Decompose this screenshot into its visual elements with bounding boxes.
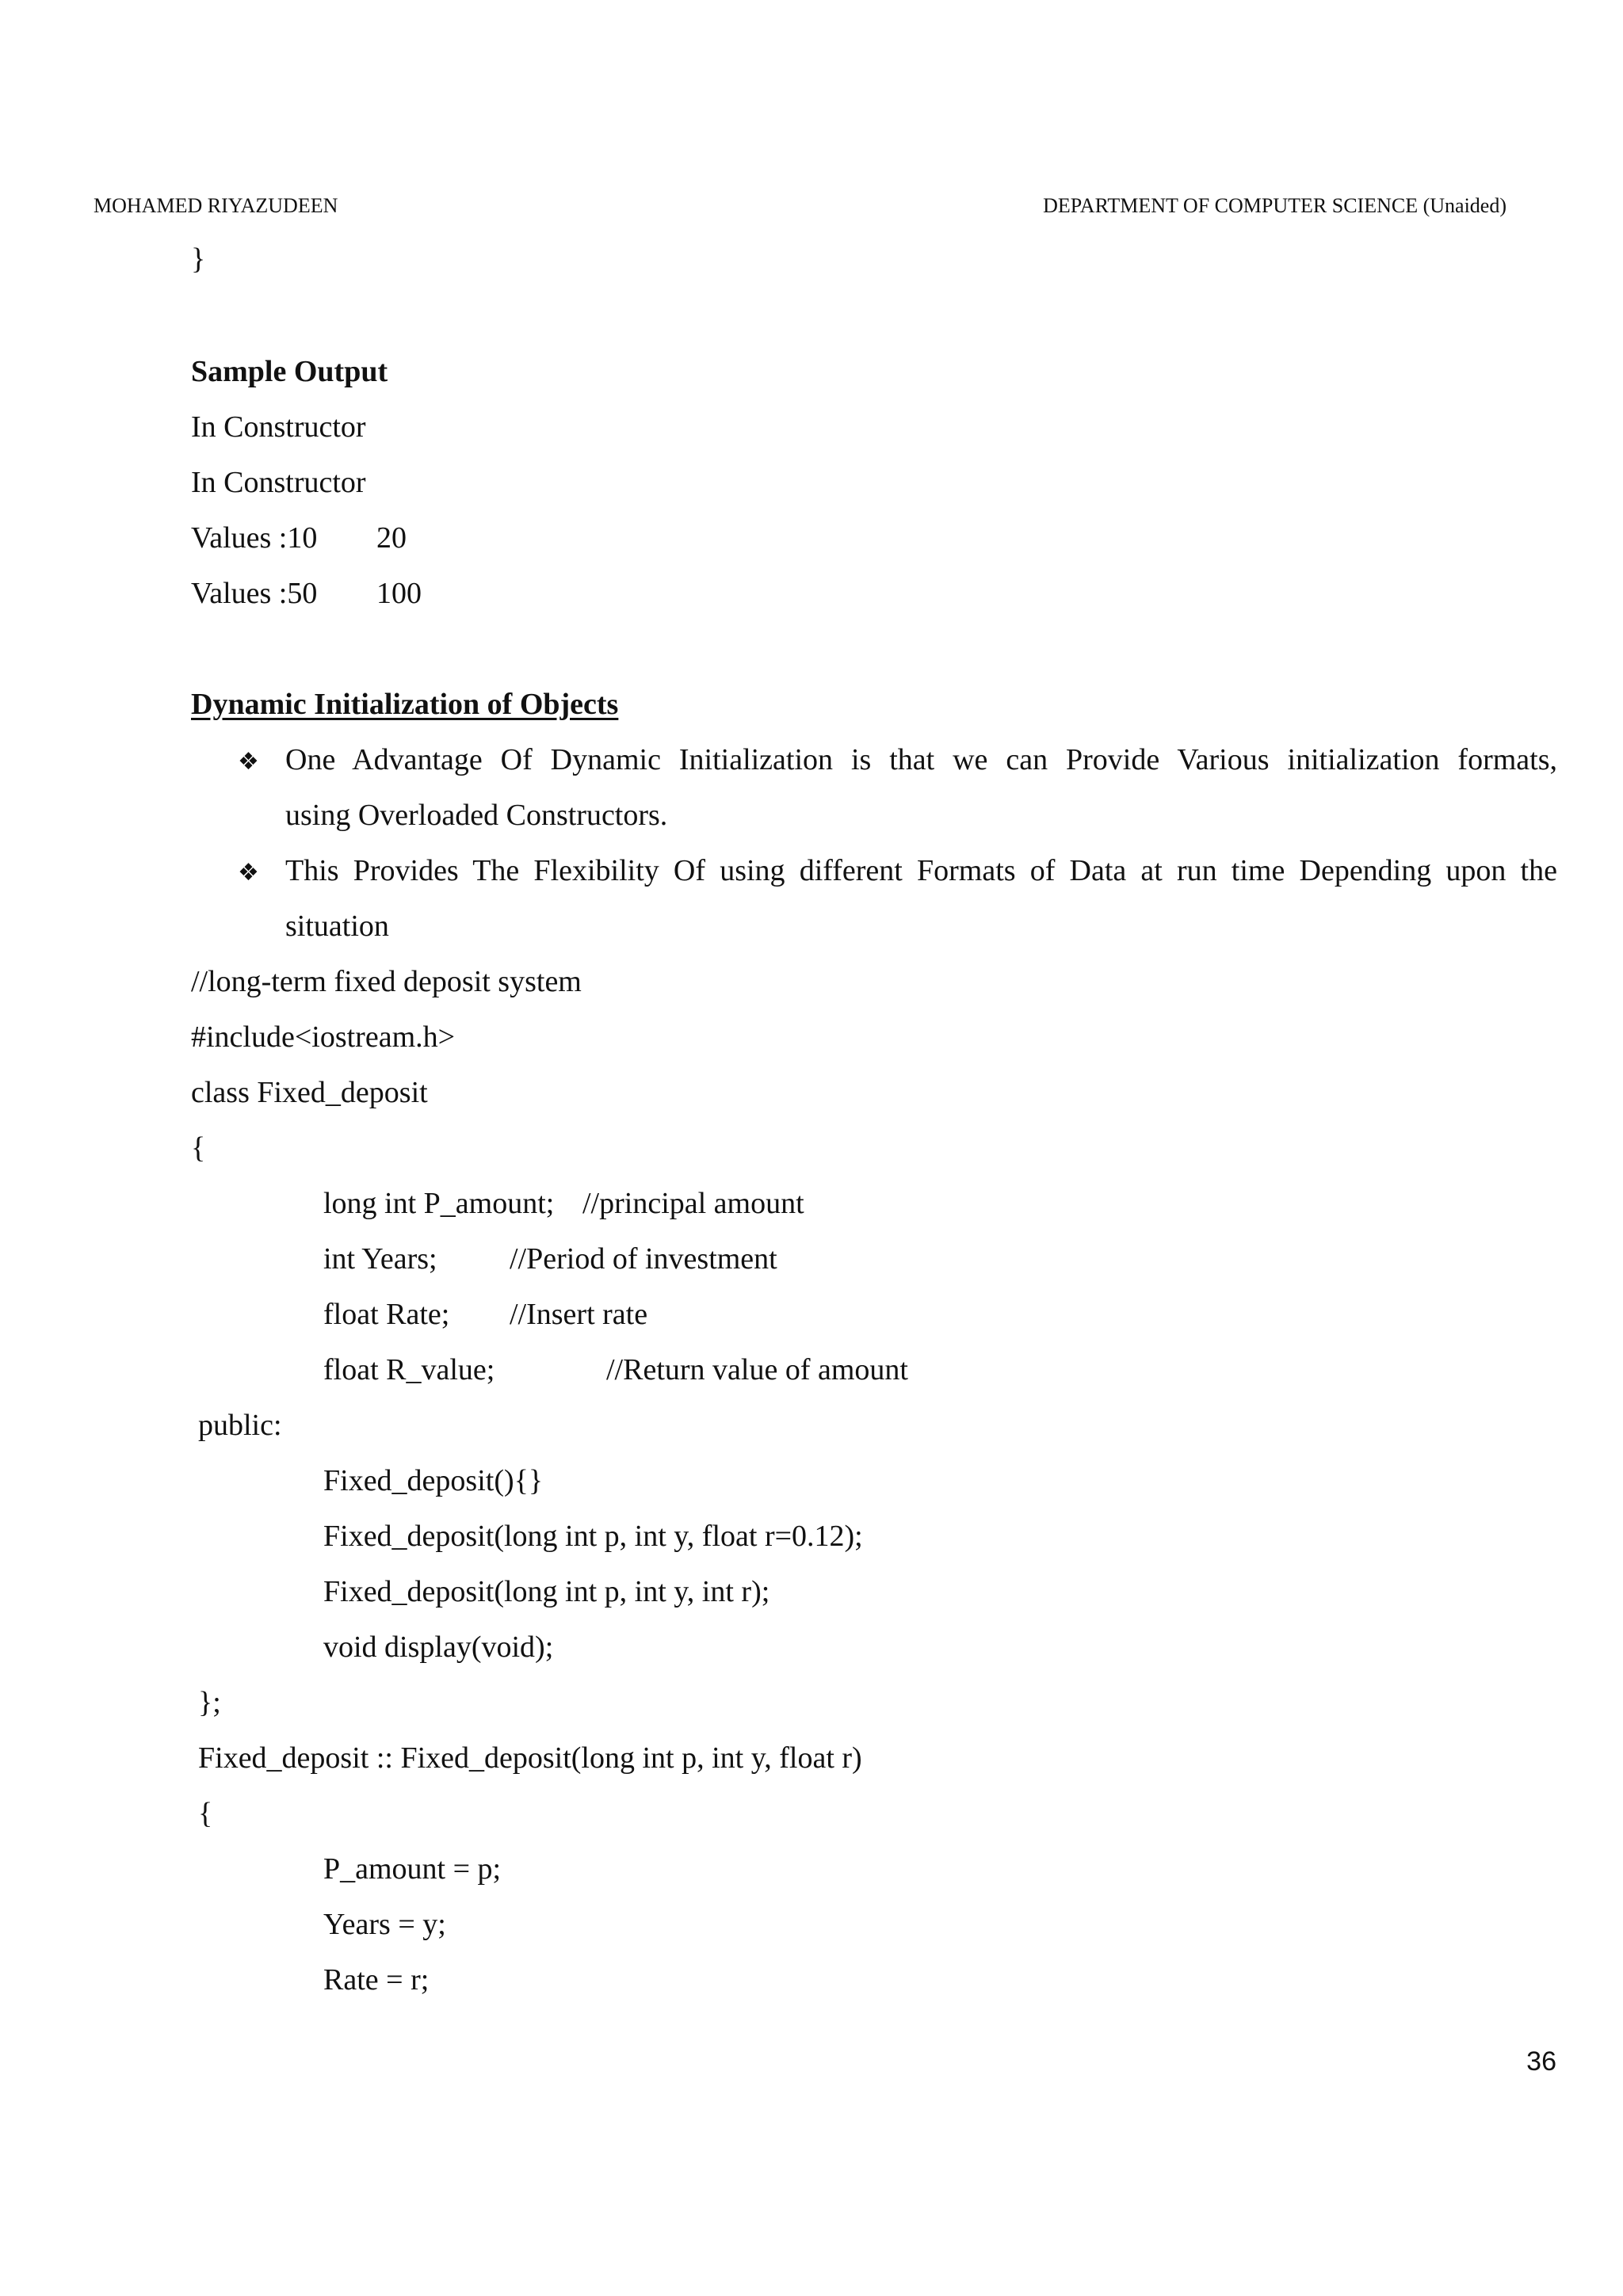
code-ctor-stmt: P_amount = p; (323, 1852, 502, 1886)
bullet-text-line: situation (285, 910, 389, 943)
code-member-comment: //Insert rate (510, 1298, 648, 1331)
code-class-decl: class Fixed_deposit (191, 1076, 428, 1109)
code-member-decl: long int P_amount; (323, 1187, 555, 1220)
code-public-member: void display(void); (323, 1630, 554, 1664)
output-line: In Constructor (191, 466, 366, 499)
output-values-label: Values :10 (191, 521, 318, 555)
diamond-bullet-icon: ❖ (238, 748, 259, 776)
code-ctor-stmt: Rate = r; (323, 1963, 430, 1997)
code-member-comment: //Return value of amount (606, 1353, 908, 1386)
bullet-text-line: using Overloaded Constructors. (285, 799, 668, 832)
output-line: In Constructor (191, 410, 366, 444)
code-public-label: public: (198, 1409, 282, 1442)
section-heading: Dynamic Initialization of Objects (191, 688, 619, 721)
closing-brace: } (191, 242, 206, 276)
diamond-bullet-icon: ❖ (238, 859, 259, 887)
page-number: 36 (1526, 2046, 1556, 2077)
bullet-text-line: One Advantage Of Dynamic Initialization is that we can Provide Various initialization formats, (285, 743, 1557, 776)
code-public-member: Fixed_deposit(){} (323, 1464, 544, 1497)
output-values-value: 20 (376, 521, 407, 555)
code-ctor-def: Fixed_deposit :: Fixed_deposit(long int p, int y, float r) (198, 1741, 862, 1775)
header-author: MOHAMED RIYAZUDEEN (94, 194, 338, 217)
code-ctor-stmt: Years = y; (323, 1908, 446, 1941)
code-member-comment: //principal amount (582, 1187, 804, 1220)
code-member-decl: int Years; (323, 1242, 437, 1276)
code-class-end: }; (198, 1686, 221, 1719)
bullet-text-line: This Provides The Flexibility Of using different Formats of Data at run time Depending upon the (285, 854, 1557, 887)
sample-output-heading: Sample Output (191, 355, 388, 388)
code-include: #include<iostream.h> (191, 1020, 456, 1054)
code-ctor-open: { (198, 1797, 213, 1830)
output-values-value: 100 (376, 577, 422, 610)
code-member-decl: float R_value; (323, 1353, 495, 1386)
code-member-comment: //Period of investment (510, 1242, 777, 1276)
code-open-brace: { (191, 1131, 206, 1165)
header-department: DEPARTMENT OF COMPUTER SCIENCE (Unaided) (1043, 194, 1507, 217)
output-values-label: Values :50 (191, 577, 318, 610)
code-public-member: Fixed_deposit(long int p, int y, float r=0.12); (323, 1520, 863, 1553)
code-comment: //long-term fixed deposit system (191, 965, 582, 998)
code-public-member: Fixed_deposit(long int p, int y, int r); (323, 1575, 770, 1608)
code-member-decl: float Rate; (323, 1298, 450, 1331)
